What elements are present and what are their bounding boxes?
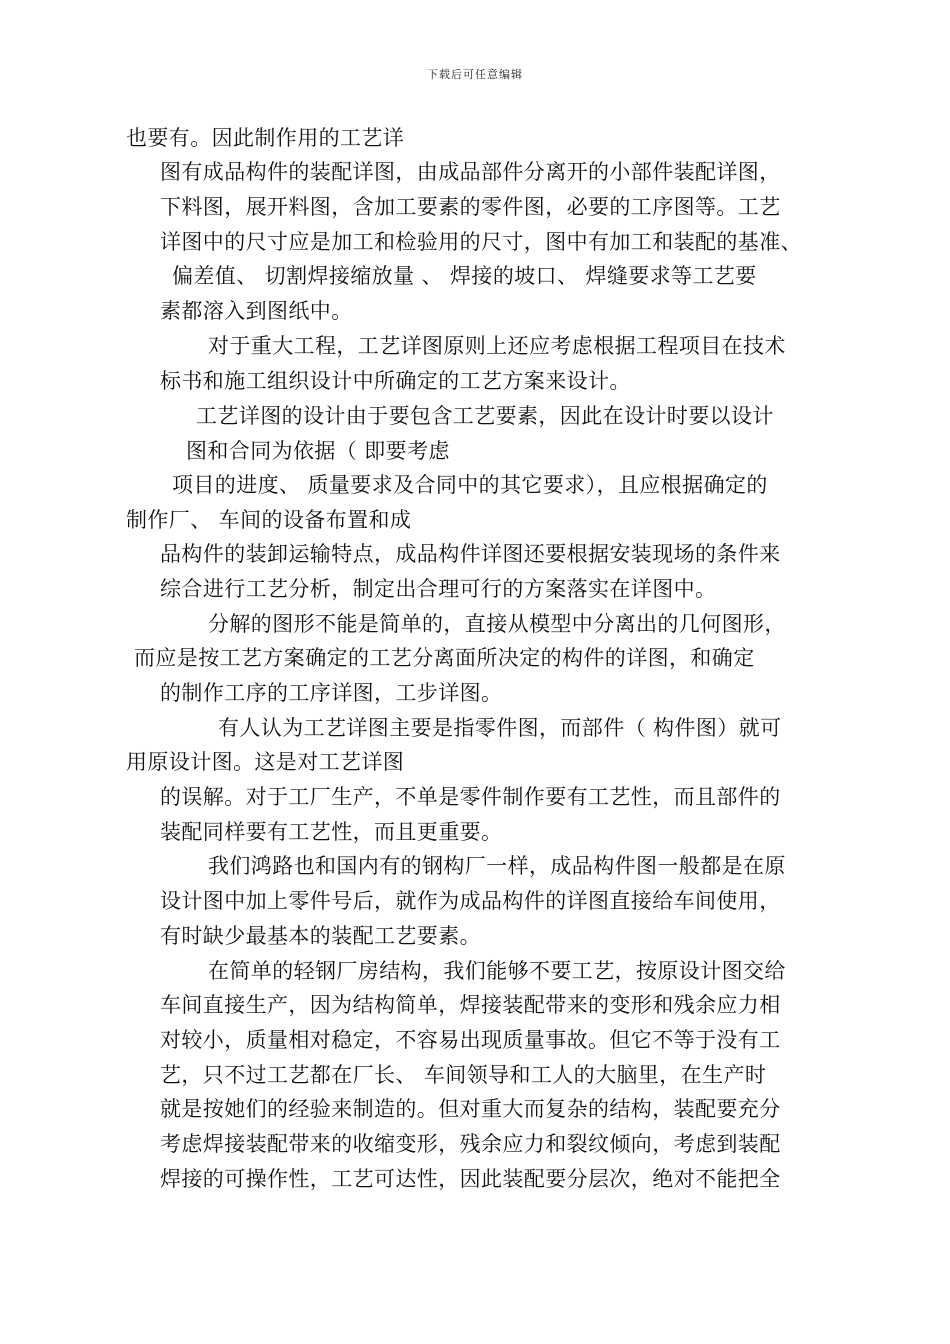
text-line: 有人认为工艺详图主要是指零件图，而部件（ 构件图）就可 [218, 716, 782, 740]
text-line: 下料图，展开料图，含加工要素的零件图，必要的工序图等。工艺 [160, 195, 781, 219]
text-line: 在简单的轻钢厂房结构，我们能够不要工艺，按原设计图交给 [208, 959, 786, 983]
text-line: 对较小，质量相对稳定，不容易出现质量事故。但它不等于没有工 [160, 1028, 781, 1052]
text-line: 详图中的尺寸应是加工和检验用的尺寸，图中有加工和装配的基准、 [160, 230, 802, 254]
text-line: 项目的进度、 质量要求及合同中的其它要求），且应根据确定的 [172, 473, 768, 497]
text-line: 工艺详图的设计由于要包含工艺要素，因此在设计时要以设计 [196, 404, 774, 428]
text-line: 的误解。对于工厂生产，不单是零件制作要有工艺性，而且部件的 [160, 785, 781, 809]
text-line: 用原设计图。这是对工艺详图 [126, 750, 405, 774]
text-line: 图和合同为依据（ 即要考虑 [186, 439, 450, 463]
text-line: 艺，只不过工艺都在厂长、 车间领导和工人的大脑里，在生产时 [160, 1063, 767, 1087]
page-header: 下载后可任意编辑 [427, 68, 523, 81]
text-line: 偏差值、 切割焊接缩放量 、 焊接的坡口、 焊缝要求等工艺要 [172, 264, 757, 288]
text-line: 素都溶入到图纸中。 [160, 299, 353, 323]
text-line: 设计图中加上零件号后，就作为成品构件的详图直接给车间使用， [160, 889, 781, 913]
text-line: 品构件的装卸运输特点，成品构件详图还要根据安装现场的条件来 [160, 542, 781, 566]
text-line: 图有成品构件的装配详图，由成品部件分离开的小部件装配详图， [160, 160, 781, 184]
text-line: 焊接的可操作性，工艺可达性，因此装配要分层次，绝对不能把全 [160, 1167, 781, 1191]
text-line: 标书和施工组织设计中所确定的工艺方案来设计。 [160, 369, 631, 393]
text-line: 而应是按工艺方案确定的工艺分离面所决定的构件的详图，和确定 [134, 646, 755, 670]
text-line: 对于重大工程，工艺详图原则上还应考虑根据工程项目在技术 [208, 334, 786, 358]
text-line: 综合进行工艺分析，制定出合理可行的方案落实在详图中。 [160, 577, 717, 601]
text-line: 装配同样要有工艺性，而且更重要。 [160, 820, 503, 844]
text-line: 的制作工序的工序详图，工步详图。 [160, 681, 503, 705]
text-line: 车间直接生产，因为结构简单，焊接装配带来的变形和残余应力相 [160, 993, 781, 1017]
text-line: 分解的图形不能是简单的，直接从模型中分离出的几何图形， [208, 612, 786, 636]
text-line: 制作厂、 车间的设备布置和成 [126, 508, 412, 532]
text-line: 就是按她们的经验来制造的。但对重大而复杂的结构，装配要充分 [160, 1097, 781, 1121]
text-line: 有时缺少最基本的装配工艺要素。 [160, 924, 481, 948]
text-line: 我们鸿路也和国内有的钢构厂一样，成品构件图一般都是在原 [208, 854, 786, 878]
text-line: 也要有。因此制作用的工艺详 [126, 126, 405, 150]
text-line: 考虑焊接装配带来的收缩变形，残余应力和裂纹倾向，考虑到装配 [160, 1132, 781, 1156]
